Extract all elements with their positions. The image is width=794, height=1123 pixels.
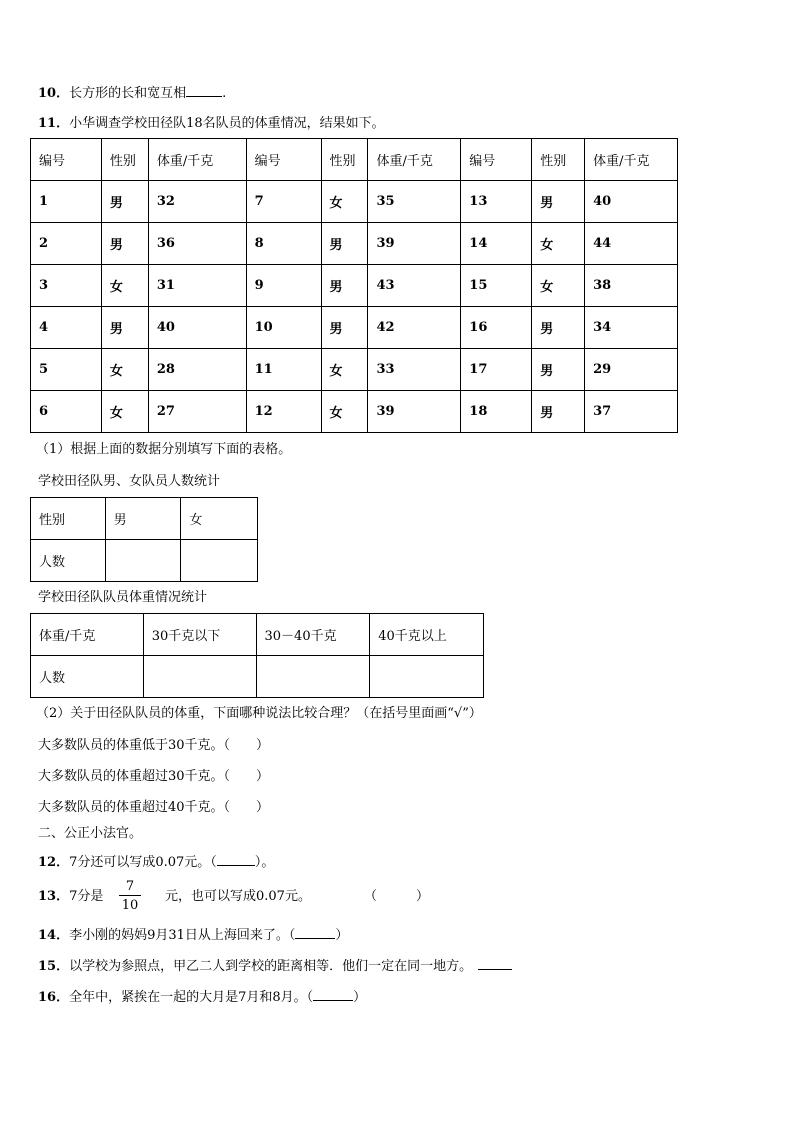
question-number: 10． bbox=[38, 86, 70, 101]
section-2-heading: 二、公正小法官。 bbox=[38, 826, 143, 841]
question-15 bbox=[38, 957, 512, 975]
question-end: ） bbox=[335, 928, 349, 943]
question-end: ）。 bbox=[254, 855, 275, 870]
fraction-bar bbox=[119, 895, 141, 897]
table-cell: 31 bbox=[148, 265, 246, 307]
question-number: 11． bbox=[38, 116, 70, 131]
table-cell: 8 bbox=[246, 223, 321, 265]
table-cell: 11 bbox=[246, 349, 321, 391]
table-cell: 女 bbox=[101, 265, 148, 307]
table-cell: 4 bbox=[31, 307, 102, 349]
table-cell: 18 bbox=[461, 391, 532, 433]
table-row bbox=[31, 307, 678, 349]
table-row bbox=[31, 181, 678, 223]
header-cell: 性别 bbox=[532, 139, 585, 181]
header-cell: 编号 bbox=[31, 139, 102, 181]
answer-blank[interactable] bbox=[217, 853, 255, 866]
table-cell: 15 bbox=[461, 265, 532, 307]
question-end: . bbox=[222, 86, 227, 101]
header-cell: 体重/千克 bbox=[148, 139, 246, 181]
question-text: 小华调查学校田径队18名队员的体重情况，结果如下。 bbox=[69, 116, 385, 131]
table-cell: 37 bbox=[585, 391, 678, 433]
table-cell: 39 bbox=[368, 223, 461, 265]
option-3[interactable]: 大多数队员的体重超过40千克。（ ） bbox=[38, 800, 270, 815]
question-number: 13． bbox=[38, 889, 70, 904]
answer-blank[interactable] bbox=[313, 988, 353, 1001]
table-cell: 女 bbox=[101, 391, 148, 433]
table-cell: 女 bbox=[532, 265, 585, 307]
table-cell: 女 bbox=[321, 349, 368, 391]
question-number: 14． bbox=[38, 928, 70, 943]
question-end: ） bbox=[353, 990, 367, 1005]
table-row bbox=[31, 349, 678, 391]
table-cell: 29 bbox=[585, 349, 678, 391]
question-13-continued: 元，也可以写成0.07元。 bbox=[165, 889, 311, 904]
table-cell: 34 bbox=[585, 307, 678, 349]
fraction-numerator: 7 bbox=[125, 879, 135, 894]
question-text: 7分还可以写成0.07元。（ bbox=[69, 855, 217, 870]
header-cell: 体重/千克 bbox=[31, 614, 144, 656]
row-label: 人数 bbox=[31, 540, 106, 582]
table-header-row bbox=[31, 614, 484, 656]
question-text: 李小刚的妈妈9月31日从上海回来了。（ bbox=[69, 928, 296, 943]
table-cell: 28 bbox=[148, 349, 246, 391]
table-cell: 40 bbox=[148, 307, 246, 349]
table-cell: 39 bbox=[368, 391, 461, 433]
table-cell: 5 bbox=[31, 349, 102, 391]
table-header-row bbox=[31, 139, 678, 181]
question-16 bbox=[38, 988, 366, 1006]
table-row bbox=[31, 540, 258, 582]
header-cell: 女 bbox=[181, 498, 258, 540]
question-14 bbox=[38, 926, 348, 944]
weight-data-table bbox=[30, 138, 678, 433]
header-cell: 性别 bbox=[101, 139, 148, 181]
weight-range-table bbox=[30, 613, 484, 698]
question-text: 以学校为参照点，甲乙二人到学校的距离相等．他们一定在同一地方。 bbox=[69, 959, 473, 974]
answer-cell[interactable] bbox=[105, 540, 181, 582]
option-1[interactable]: 大多数队员的体重低于30千克。（ ） bbox=[38, 738, 270, 753]
table-cell: 男 bbox=[101, 223, 148, 265]
table-cell: 7 bbox=[246, 181, 321, 223]
table-cell: 2 bbox=[31, 223, 102, 265]
table-cell: 14 bbox=[461, 223, 532, 265]
header-cell: 男 bbox=[105, 498, 181, 540]
table-cell: 女 bbox=[321, 181, 368, 223]
table-cell: 男 bbox=[532, 307, 585, 349]
gender-count-table bbox=[30, 497, 258, 582]
table-cell: 1 bbox=[31, 181, 102, 223]
question-13 bbox=[38, 889, 103, 905]
table-cell: 男 bbox=[321, 223, 368, 265]
table-cell: 10 bbox=[246, 307, 321, 349]
table-cell: 32 bbox=[148, 181, 246, 223]
answer-bracket[interactable]: （ ） bbox=[364, 889, 430, 904]
table-cell: 36 bbox=[148, 223, 246, 265]
table-cell: 17 bbox=[461, 349, 532, 391]
header-cell: 编号 bbox=[461, 139, 532, 181]
table-cell: 40 bbox=[585, 181, 678, 223]
question-10 bbox=[38, 84, 226, 102]
table-cell: 42 bbox=[368, 307, 461, 349]
question-text: 长方形的长和宽互相 bbox=[69, 86, 187, 101]
table-cell: 3 bbox=[31, 265, 102, 307]
table-cell: 男 bbox=[321, 265, 368, 307]
question-number: 15． bbox=[38, 959, 70, 974]
table-cell: 27 bbox=[148, 391, 246, 433]
question-number: 16． bbox=[38, 990, 70, 1005]
table-row bbox=[31, 391, 678, 433]
table-row bbox=[31, 223, 678, 265]
question-text: 全年中，紧挨在一起的大月是7月和8月。（ bbox=[69, 990, 314, 1005]
answer-cell[interactable] bbox=[370, 656, 484, 698]
table-cell: 43 bbox=[368, 265, 461, 307]
part-1-instruction: （1）根据上面的数据分别填写下面的表格。 bbox=[36, 442, 292, 457]
question-number: 12． bbox=[38, 855, 70, 870]
table-cell: 38 bbox=[585, 265, 678, 307]
header-cell: 编号 bbox=[246, 139, 321, 181]
header-cell: 性别 bbox=[321, 139, 368, 181]
answer-blank[interactable] bbox=[295, 926, 335, 939]
header-cell: 体重/千克 bbox=[368, 139, 461, 181]
table-cell: 女 bbox=[321, 391, 368, 433]
table-cell: 9 bbox=[246, 265, 321, 307]
table-cell: 男 bbox=[101, 181, 148, 223]
table-row bbox=[31, 265, 678, 307]
table-cell: 6 bbox=[31, 391, 102, 433]
table-cell: 33 bbox=[368, 349, 461, 391]
table-cell: 男 bbox=[532, 391, 585, 433]
table-cell: 35 bbox=[368, 181, 461, 223]
part-2-instruction: （2）关于田径队队员的体重，下面哪种说法比较合理？（在括号里面画“√”） bbox=[36, 706, 482, 721]
row-label: 人数 bbox=[31, 656, 144, 698]
table-cell: 男 bbox=[532, 349, 585, 391]
table-cell: 13 bbox=[461, 181, 532, 223]
header-cell: 性别 bbox=[31, 498, 106, 540]
answer-blank[interactable] bbox=[478, 957, 512, 970]
answer-cell[interactable] bbox=[256, 656, 370, 698]
header-cell: 30－40千克 bbox=[256, 614, 370, 656]
table-cell: 男 bbox=[321, 307, 368, 349]
fraction-seven-tenths bbox=[119, 879, 141, 913]
table-cell: 女 bbox=[532, 223, 585, 265]
answer-cell[interactable] bbox=[181, 540, 258, 582]
gender-table-caption: 学校田径队男、女队员人数统计 bbox=[38, 474, 221, 489]
header-cell: 30千克以下 bbox=[143, 614, 256, 656]
table-cell: 男 bbox=[101, 307, 148, 349]
question-11 bbox=[38, 116, 385, 132]
table-header-row bbox=[31, 498, 258, 540]
answer-cell[interactable] bbox=[143, 656, 256, 698]
table-cell: 男 bbox=[532, 181, 585, 223]
answer-blank[interactable] bbox=[186, 84, 222, 97]
option-2[interactable]: 大多数队员的体重超过30千克。（ ） bbox=[38, 769, 270, 784]
fraction-denominator: 10 bbox=[121, 898, 139, 913]
table-cell: 女 bbox=[101, 349, 148, 391]
question-text: 7分是 bbox=[69, 889, 104, 904]
header-cell: 40千克以上 bbox=[370, 614, 484, 656]
question-12 bbox=[38, 853, 274, 871]
header-cell: 体重/千克 bbox=[585, 139, 678, 181]
table-cell: 44 bbox=[585, 223, 678, 265]
table-row bbox=[31, 656, 484, 698]
table-cell: 16 bbox=[461, 307, 532, 349]
table-cell: 12 bbox=[246, 391, 321, 433]
weight-table-caption: 学校田径队队员体重情况统计 bbox=[38, 590, 208, 605]
